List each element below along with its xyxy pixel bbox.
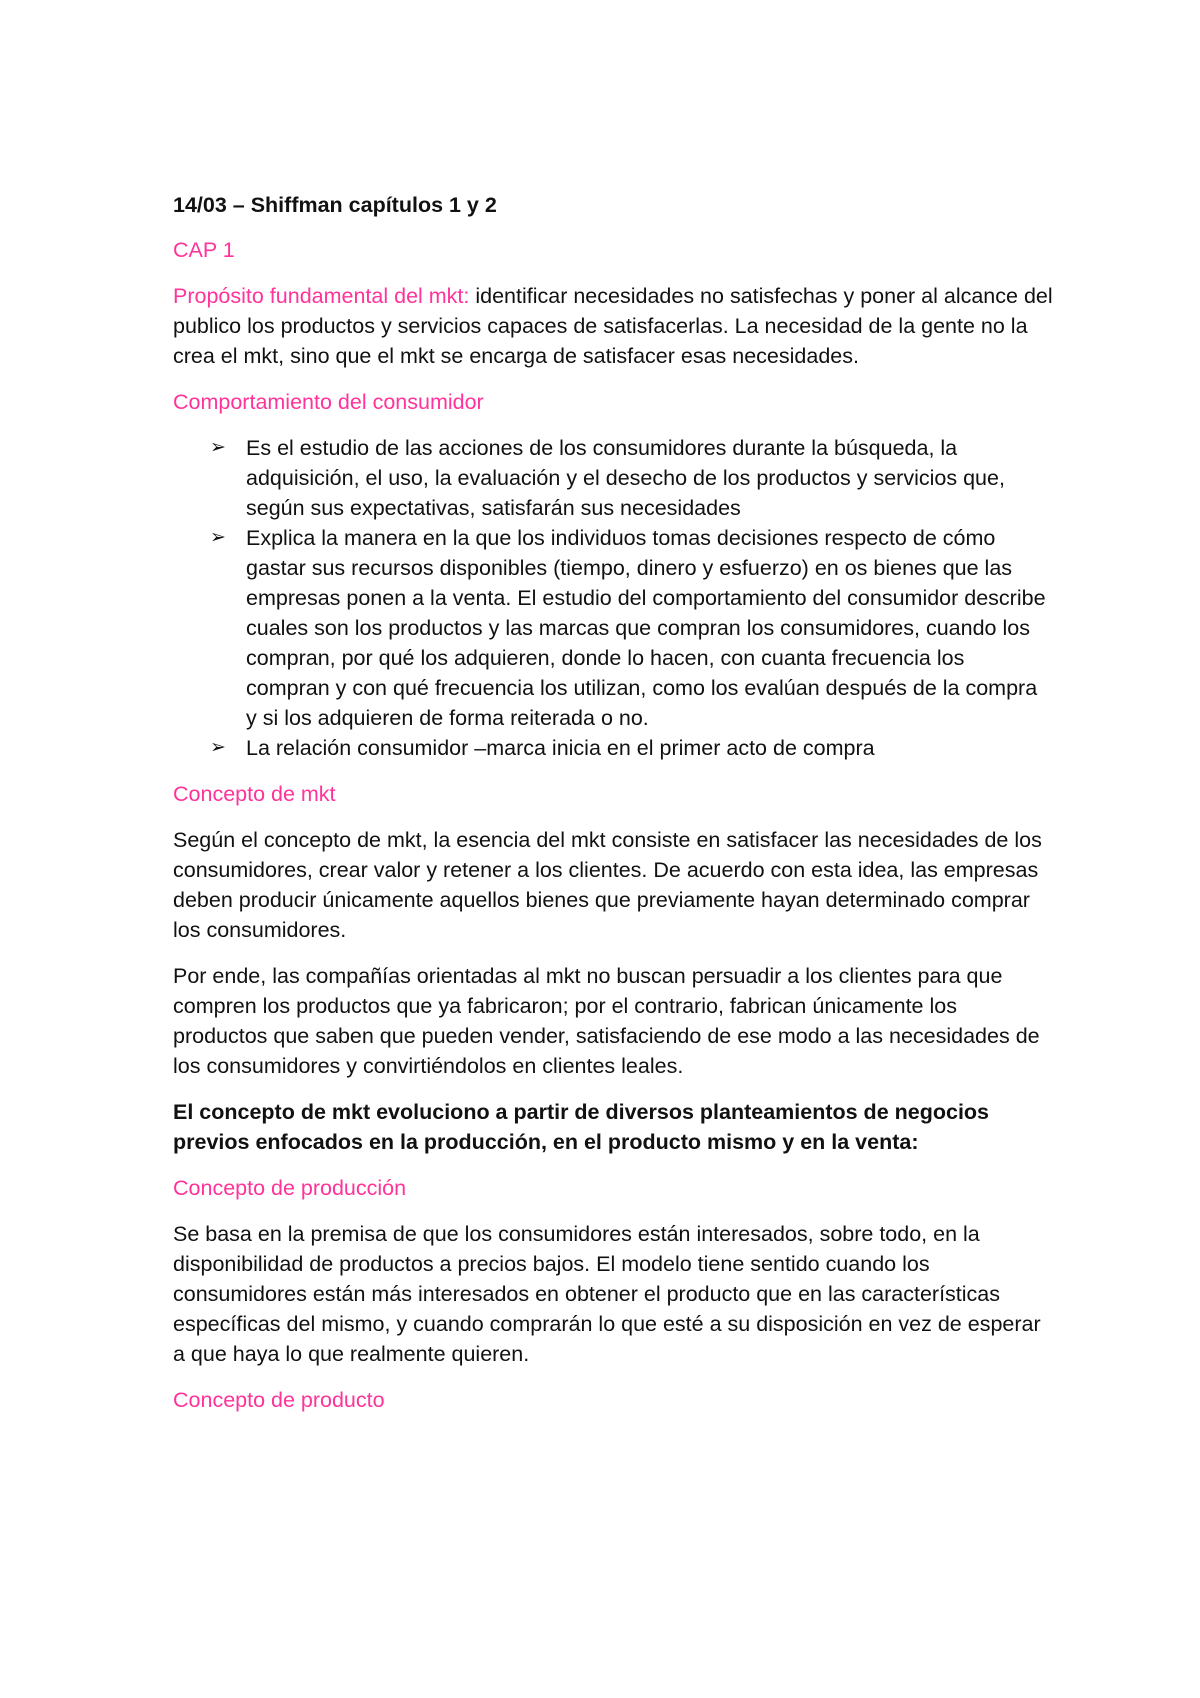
list-item-text: Explica la manera en la que los individuos tomas decisiones respecto de cómo gastar sus recursos disponibles (tiempo, dinero y esfuerzo) en os bienes que las empresas ponen a la venta. El estudio del comportamiento del consumidor describe cuales son los productos y las marcas que compran los consumidores, cuando los compran, por qué los adquieren, donde lo hacen, con cuanta frecuencia los compran y con qué frecuencia los utilizan, como los evalúan después de la compra y si los adquieren de forma reiterada o no.: [246, 526, 1046, 730]
concepto-producto-heading: Concepto de producto: [173, 1388, 385, 1412]
arrow-bullet-icon: ➢: [210, 527, 226, 548]
proposito-text: identificar necesidades no satisfechas y poner al alcance del publico los productos y servicios capaces de satisfacerlas. La necesidad de la gente no la crea el mkt, sino que el mkt se encarga de satisfacer esas necesidades.: [173, 284, 1053, 368]
arrow-bullet-icon: ➢: [210, 437, 226, 458]
comportamiento-heading: Comportamiento del consumidor: [173, 390, 484, 414]
concepto-mkt-paragraph-2: Por ende, las compañías orientadas al mkt no buscan persuadir a los clientes para que compren los productos que ya fabricaron; por el contrario, fabrican únicamente los productos que saben que pueden vender, satisfaciendo de ese modo a las necesidades de los consumidores y convirtiéndolos en clientes leales.: [173, 964, 1040, 1078]
proposito-label: Propósito fundamental del mkt:: [173, 284, 470, 308]
cap1-heading: CAP 1: [173, 238, 235, 262]
list-item: [173, 733, 1053, 763]
list-item-text: Es el estudio de las acciones de los consumidores durante la búsqueda, la adquisición, el uso, la evaluación y el desecho de los productos y servicios que, según sus expectativas, satisfarán sus necesidades: [246, 436, 1005, 520]
list-item-text: La relación consumidor –marca inicia en el primer acto de compra: [246, 736, 875, 760]
list-item: [173, 523, 1053, 733]
list-item: [173, 433, 1053, 523]
concepto-mkt-paragraph-1: Según el concepto de mkt, la esencia del mkt consiste en satisfacer las necesidades de los consumidores, crear valor y retener a los clientes. De acuerdo con esta idea, las empresas deben producir únicamente aquellos bienes que previamente hayan determinado comprar los consumidores.: [173, 828, 1042, 942]
arrow-bullet-icon: ➢: [210, 737, 226, 758]
document-title: 14/03 – Shiffman capítulos 1 y 2: [173, 193, 497, 217]
concepto-produccion-heading: Concepto de producción: [173, 1176, 407, 1200]
concepto-produccion-paragraph: Se basa en la premisa de que los consumidores están interesados, sobre todo, en la disponibilidad de productos a precios bajos. El modelo tiene sentido cuando los consumidores están más interesados en obtener el producto que en las características específicas del mismo, y cuando comprarán lo que esté a su disposición en vez de esperar a que haya lo que realmente quieren.: [173, 1222, 1041, 1366]
evolucion-paragraph: El concepto de mkt evoluciono a partir de diversos planteamientos de negocios previos enfocados en la producción, en el producto mismo y en la venta:: [173, 1100, 990, 1154]
proposito-paragraph: [173, 281, 1053, 371]
concepto-mkt-heading: Concepto de mkt: [173, 782, 336, 806]
comportamiento-list: [173, 433, 1053, 763]
document-page: [173, 190, 1053, 1431]
